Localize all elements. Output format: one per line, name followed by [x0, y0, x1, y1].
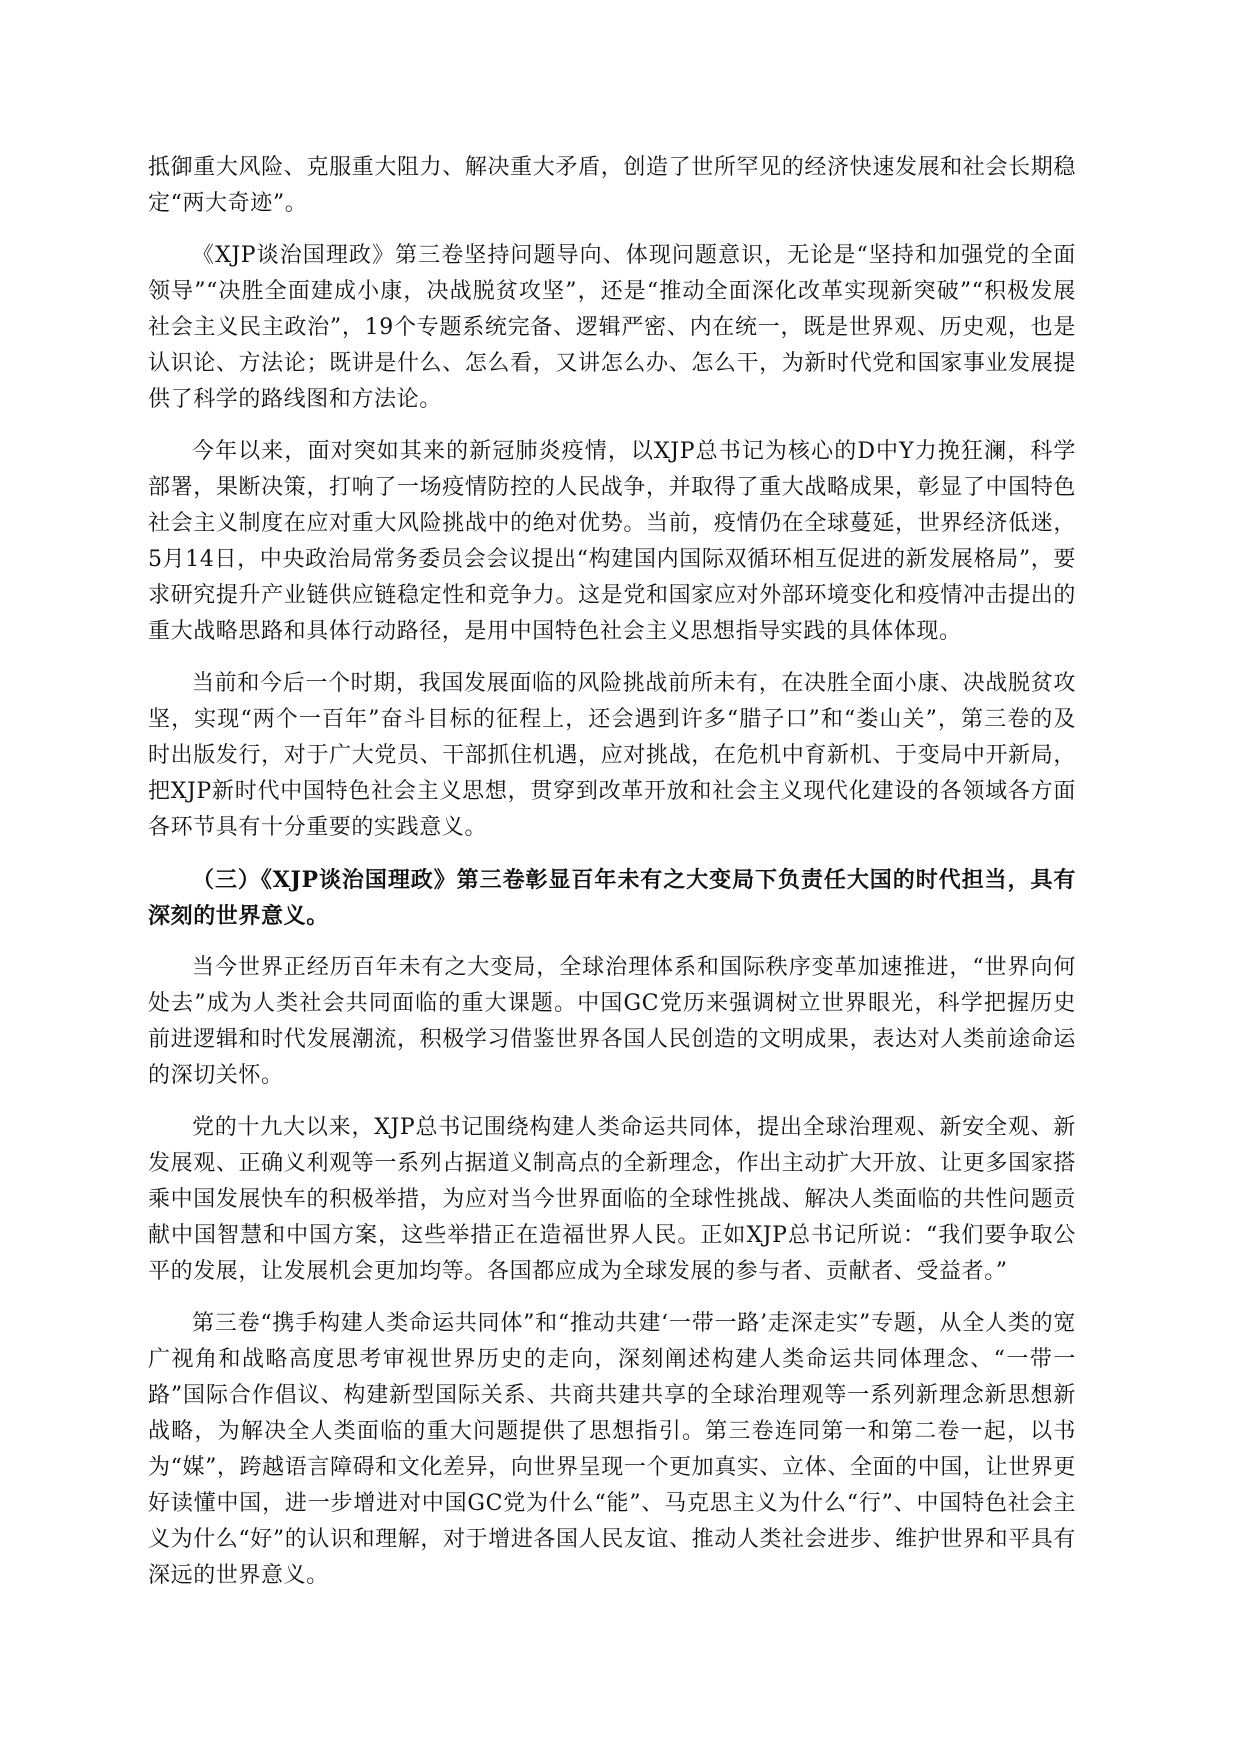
paragraph-continued: 抵御重大风险、克服重大阻力、解决重大矛盾，创造了世所罕见的经济快速发展和社会长期稳定“两大奇迹”。	[148, 155, 1076, 216]
document-page	[148, 150, 1076, 1610]
paragraph-belt-and-road: 第三卷“携手构建人类命运共同体”和“推动共建‘一带一路’走深走实”专题，从全人类的宽广视角和战略高度思考审视世界历史的走向，深刻阐述构建人类命运共同体理念、“一带一路”国际合作倡议、构建新型国际关系、共商共建共享的全球治理观等一系列新理念新思想新战略，为解决全人类面临的重大问题提供了思想指引。第三卷连同第一和第二卷一起，以书为“媒”，跨越语言障碍和文化差异，向世界呈现一个更加真实、立体、全面的中国，让世界更好读懂中国，进一步增进对中国GC党为什么“能”、马克思主义为什么“行”、中国特色社会主义为什么“好”的认识和理解，对于增进各国人民友谊、推动人类社会进步、维护世界和平具有深远的世界意义。	[148, 1311, 1076, 1588]
paragraph-world-changes: 当今世界正经历百年未有之大变局，全球治理体系和国际秩序变革加速推进，“世界向何处去”成为人类社会共同面临的重大课题。中国GC党历来强调树立世界眼光，科学把握历史前进逻辑和时代发展潮流，积极学习借鉴世界各国人民创造的文明成果，表达对人类前途命运的深切关怀。	[148, 955, 1076, 1088]
section-heading-three: （三）《XJP谈治国理政》第三卷彰显百年未有之大变局下负责任大国的时代担当，具有深刻的世界意义。	[148, 867, 1076, 929]
paragraph-risks-and-challenges: 当前和今后一个时期，我国发展面临的风险挑战前所未有，在决胜全面小康、决战脱贫攻坚，实现“两个一百年”奋斗目标的征程上，还会遇到许多“腊子口”和“娄山关”，第三卷的及时出版发行，对于广大党员、干部抓住机遇，应对挑战，在危机中育新机、于变局中开新局，把XJP新时代中国特色社会主义思想，贯穿到改革开放和社会主义现代化建设的各领域各方面各环节具有十分重要的实践意义。	[148, 671, 1076, 840]
paragraph-epidemic-response: 今年以来，面对突如其来的新冠肺炎疫情，以XJP总书记为核心的D中Y力挽狂澜，科学部署，果断决策，打响了一场疫情防控的人民战争，并取得了重大战略成果，彰显了中国特色社会主义制度在应对重大风险挑战中的绝对优势。当前，疫情仍在全球蔓延，世界经济低迷，5月14日，中央政治局常务委员会会议提出“构建国内国际双循环相互促进的新发展格局”，要求研究提升产业链供应链稳定性和竞争力。这是党和国家应对外部环境变化和疫情冲击提出的重大战略思路和具体行动路径，是用中国特色社会主义思想指导实践的具体体现。	[148, 439, 1076, 644]
paragraph-volume-three-problem-orientation: 《XJP谈治国理政》第三卷坚持问题导向、体现问题意识，无论是“坚持和加强党的全面领导”“决胜全面建成小康，决战脱贫攻坚”，还是“推动全面深化改革实现新突破”“积极发展社会主义民主政治”，19个专题系统完备、逻辑严密、内在统一，既是世界观、历史观，也是认识论、方法论；既讲是什么、怎么看，又讲怎么办、怎么干，为新时代党和国家事业发展提供了科学的路线图和方法论。	[148, 243, 1076, 412]
paragraph-community-shared-future: 党的十九大以来，XJP总书记围绕构建人类命运共同体，提出全球治理观、新安全观、新发展观、正确义利观等一系列占据道义制高点的全新理念，作出主动扩大开放、让更多国家搭乘中国发展快车的积极举措，为应对当今世界面临的全球性挑战、解决人类面临的共性问题贡献中国智慧和中国方案，这些举措正在造福世界人民。正如XJP总书记所说：“我们要争取公平的发展，让发展机会更加均等。各国都应成为全球发展的参与者、贡献者、受益者。”	[148, 1115, 1076, 1284]
